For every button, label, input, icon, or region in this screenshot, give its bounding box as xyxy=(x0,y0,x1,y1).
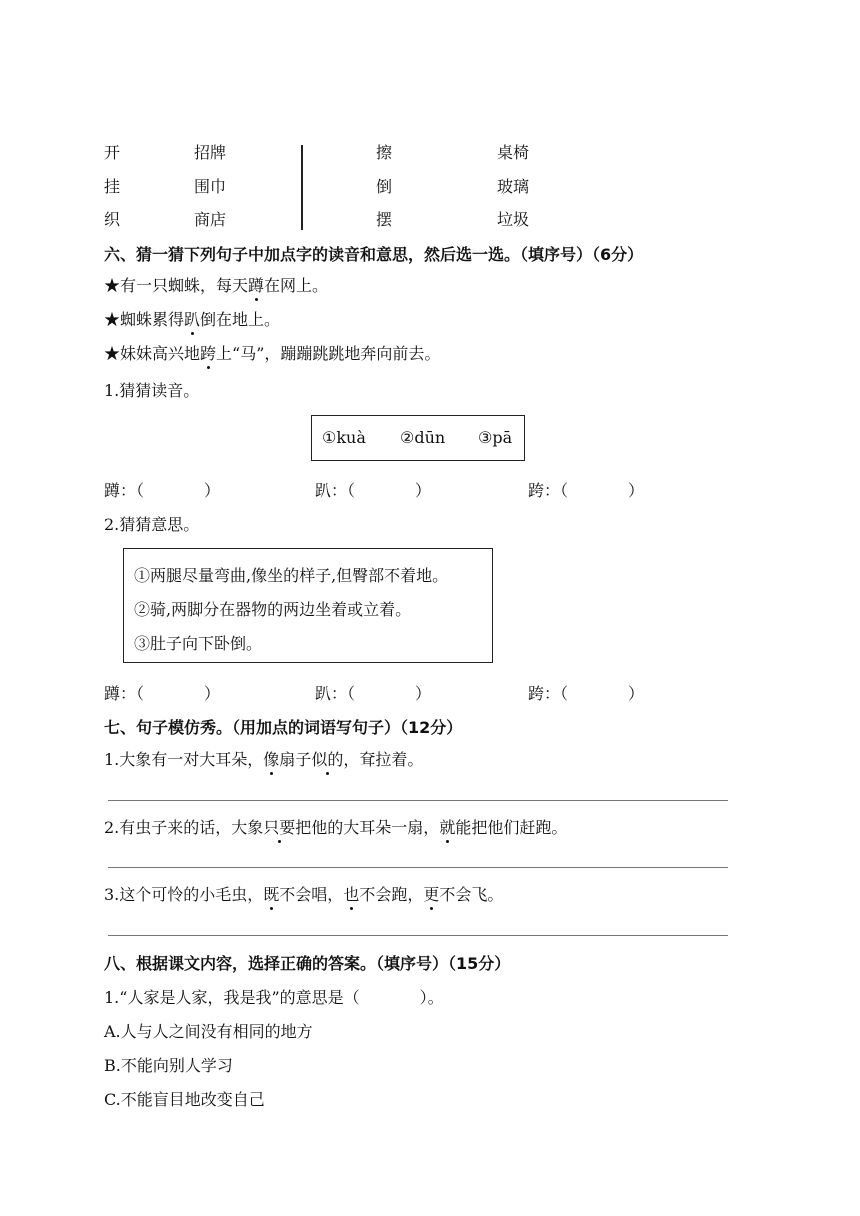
s73-part-c: 不会跑， xyxy=(359,885,424,904)
option-a[interactable]: A.人与人之间没有相同的地方 xyxy=(104,1022,313,1041)
answer-mean-pa xyxy=(315,681,431,704)
answer-close-pa: ） xyxy=(415,481,432,500)
q81-end: ）。 xyxy=(419,988,444,1007)
sentence-1 xyxy=(104,273,328,296)
s71-part-b: 扇子 xyxy=(279,750,312,769)
match-right-word-3: 垃圾 xyxy=(497,210,530,229)
pron-option-2: ②dūn xyxy=(400,428,446,447)
s71-dotted-xiang: 像 xyxy=(263,747,279,770)
answer-close-dun: ） xyxy=(204,481,221,500)
s73-part-b: 不会唱， xyxy=(279,885,344,904)
answer2-label-dun: 蹲：（ xyxy=(104,684,145,703)
sentence-3-pre: ★妹妹高兴地 xyxy=(104,344,201,363)
s73-part-e: 不会飞。 xyxy=(439,885,504,904)
s71-part-a: 1.大象有一对大耳朵， xyxy=(104,750,264,769)
answer-close-kua: ） xyxy=(628,481,645,500)
answer2-label-pa: 趴：（ xyxy=(315,684,356,703)
s72-dotted-jiu: 就 xyxy=(439,815,455,838)
answer-mean-kua xyxy=(528,681,644,704)
dotted-char-pa: 趴 xyxy=(184,307,200,330)
s73-part-a: 3.这个可怜的小毛虫， xyxy=(104,885,264,904)
match-left-char-3: 织 xyxy=(104,210,121,229)
match-left-word-2: 围巾 xyxy=(194,177,227,196)
answer2-close-pa: ） xyxy=(415,684,432,703)
sentence-2 xyxy=(104,307,280,330)
match-right-char-2: 倒 xyxy=(376,177,393,196)
answer-pron-pa xyxy=(315,478,431,501)
question-6-1: 1.猜猜读音。 xyxy=(104,381,200,400)
dotted-char-kua: 跨 xyxy=(200,341,216,364)
sentence-2-post: 倒在地上。 xyxy=(200,310,281,329)
s72-part-b: 把他的大耳朵一扇， xyxy=(295,818,440,837)
answer-line-7-2[interactable] xyxy=(108,867,728,868)
match-right-word-2: 玻璃 xyxy=(497,177,530,196)
s73-dotted-ye: 也 xyxy=(343,882,359,905)
answer2-label-kua: 跨：（ xyxy=(528,684,569,703)
answer-mean-dun xyxy=(104,681,220,704)
answer-pron-dun xyxy=(104,478,220,501)
match-left-char-2: 挂 xyxy=(104,177,121,196)
sentence-1-pre: ★有一只蜘蛛，每天 xyxy=(104,276,249,295)
match-right-word-1: 桌椅 xyxy=(497,143,530,162)
sentence-7-2 xyxy=(104,815,567,838)
question-6-2: 2.猜猜意思。 xyxy=(104,515,200,534)
section-8-title: 八、根据课文内容，选择正确的答案。（填序号）（15分） xyxy=(104,954,511,973)
s71-dotted-shide: 似的 xyxy=(311,747,343,770)
match-right-char-1: 擦 xyxy=(376,143,393,162)
q81-text: 1.“人家是人家，我是我”的意思是（ xyxy=(104,988,360,1007)
s73-dotted-ji: 既 xyxy=(263,882,279,905)
divider-line xyxy=(301,145,303,230)
s72-part-a: 2.有虫子来的话，大象 xyxy=(104,818,264,837)
answer-pron-kua xyxy=(528,478,644,501)
answer-label-dun: 蹲：（ xyxy=(104,481,145,500)
answer-label-kua: 跨：（ xyxy=(528,481,569,500)
answer2-close-dun: ） xyxy=(204,684,221,703)
answer-label-pa: 趴：（ xyxy=(315,481,356,500)
s72-part-c: 能把他们赶跑。 xyxy=(455,818,568,837)
s73-dotted-geng: 更 xyxy=(423,882,439,905)
pron-option-3: ③pā xyxy=(478,428,513,447)
sentence-7-1 xyxy=(104,747,423,770)
meaning-option-3: ③肚子向下卧倒。 xyxy=(134,634,263,653)
match-left-char-1: 开 xyxy=(104,143,121,162)
sentence-7-3 xyxy=(104,882,503,905)
answer-line-7-3[interactable] xyxy=(108,935,728,936)
option-c[interactable]: C.不能盲目地改变自己 xyxy=(104,1090,265,1109)
section-6-title: 六、猜一猜下列句子中加点字的读音和意思，然后选一选。（填序号）（6分） xyxy=(104,245,644,264)
answer-line-7-1[interactable] xyxy=(108,800,728,801)
s71-part-c: ，耷拉着。 xyxy=(343,750,424,769)
meaning-option-2: ②骑,两脚分在器物的两边坐着或立着。 xyxy=(134,600,412,619)
pronunciation-box xyxy=(311,415,525,461)
sentence-3-post: 上“马”，蹦蹦跳跳地奔向前去。 xyxy=(216,344,441,363)
answer2-close-kua: ） xyxy=(628,684,645,703)
pron-option-1: ①kuà xyxy=(322,428,366,447)
question-8-1 xyxy=(104,985,444,1008)
section-7-title: 七、句子模仿秀。（用加点的词语写句子）（12分） xyxy=(104,718,463,737)
match-left-word-3: 商店 xyxy=(194,210,227,229)
sentence-1-post: 在网上。 xyxy=(264,276,329,295)
s72-dotted-zhiyao: 只要 xyxy=(263,815,295,838)
sentence-3 xyxy=(104,341,440,364)
option-b[interactable]: B.不能向别人学习 xyxy=(104,1056,233,1075)
match-left-word-1: 招牌 xyxy=(194,143,227,162)
sentence-2-pre: ★蜘蛛累得 xyxy=(104,310,185,329)
match-right-char-3: 摆 xyxy=(376,210,393,229)
meaning-box xyxy=(123,548,493,663)
meaning-option-1: ①两腿尽量弯曲,像坐的样子,但臀部不着地。 xyxy=(134,566,449,585)
dotted-char-dun: 蹲 xyxy=(248,273,264,296)
